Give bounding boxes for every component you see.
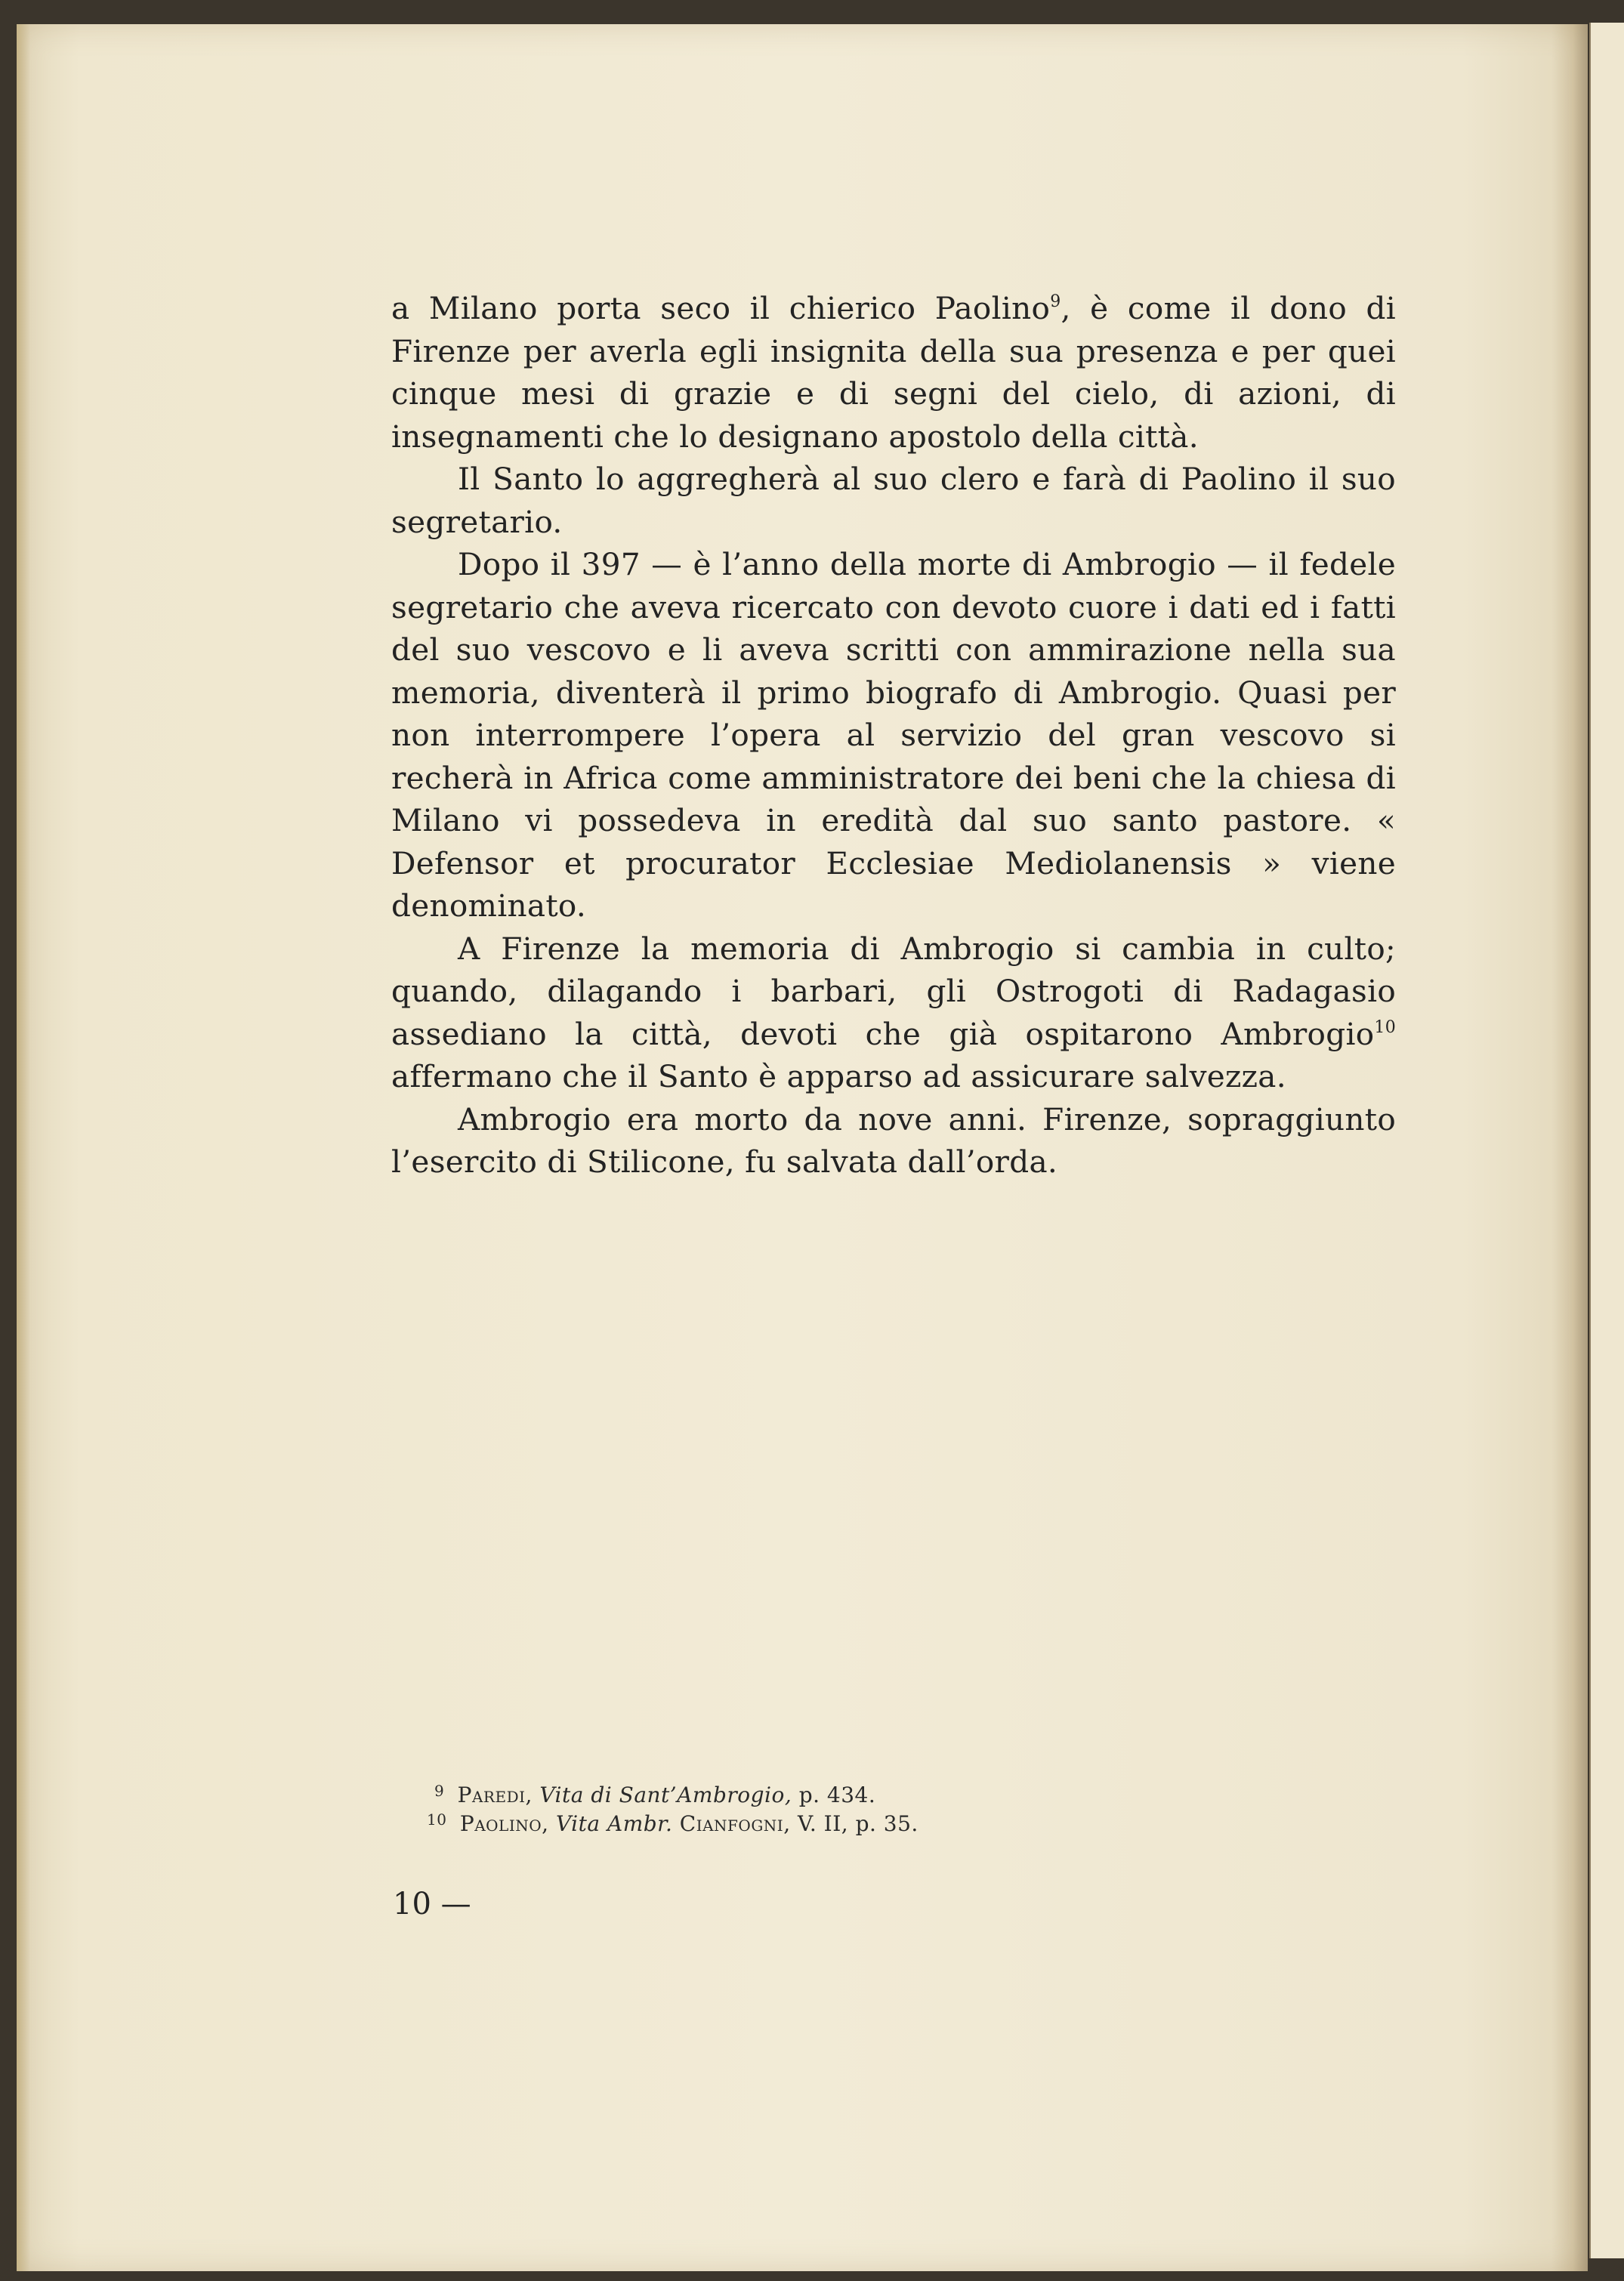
footnote-title: Vita di Sant’Ambrogio, <box>539 1783 792 1807</box>
footnote-number: 9 <box>434 1782 445 1800</box>
page-number: 10 — <box>393 1887 471 1921</box>
footnote-editor: Cianfogni, <box>679 1811 791 1836</box>
paragraph-1-text: a Milano porta seco il chierico Paolino <box>391 290 1051 326</box>
footnote-number: 10 <box>427 1810 447 1829</box>
footnote-author: Paolino, <box>459 1811 549 1836</box>
footnote-ref-9: 9 <box>1050 292 1061 311</box>
paragraph-1 <box>391 287 1396 458</box>
footnote-reference: p. 434. <box>798 1783 876 1807</box>
paragraph-3: Dopo il 397 — è l’anno della morte di Ambrogio — il fedele segretario che aveva ricercato con devoto cuore i dati ed i fatti del suo vescovo e li aveva scritti con ammirazione nella sua memoria, diventerà il primo biografo di Ambrogio. Quasi per non interrompere l’opera al servizio del gran vescovo si recherà in Africa come amministratore dei beni che la chiesa di Milano vi possedeva in eredità dal suo santo pastore. « Defensor et procurator Ecclesiae Mediolanensis » viene denominato. <box>391 546 1396 924</box>
next-page-edge <box>1589 23 1624 2258</box>
footnotes <box>427 1781 1341 1838</box>
footnote-title: Vita Ambr. <box>555 1811 673 1836</box>
paragraph-4 <box>391 928 1396 1098</box>
body-text <box>391 287 1396 1184</box>
footnote-reference: V. II, p. 35. <box>798 1811 919 1836</box>
paragraph-5: Ambrogio era morto da nove anni. Firenze, sopraggiunto l’esercito di Stilicone, fu salvata dall’orda. <box>391 1100 1396 1180</box>
paragraph-2: Il Santo lo aggregherà al suo clero e farà di Paolino il suo segretario. <box>391 461 1396 540</box>
footnote-ref-10: 10 <box>1374 1017 1396 1037</box>
page-binding-shadow <box>17 24 30 2271</box>
page-edge-shadow <box>1551 24 1588 2271</box>
footnote-9 <box>434 1781 1341 1810</box>
footnote-10 <box>427 1810 1341 1838</box>
paragraph-4-text-continued: affermano che il Santo è apparso ad assicurare salvezza. <box>391 1058 1286 1094</box>
paragraph-4-text: A Firenze la memoria di Ambrogio si cambia in culto; quando, dilagando i barbari, gli Ostrogoti di Radagasio assediano la città, devoti che già ospitarono Ambrogio <box>391 930 1396 1052</box>
paragraph-1-text-continued: , è come il dono di Firenze per averla egli insignita della sua presenza e per quei cinque mesi di grazie e di segni del cielo, di azioni, di insegnamenti che lo designano apostolo della città. <box>391 290 1396 455</box>
footnote-author: Paredi, <box>457 1783 533 1807</box>
